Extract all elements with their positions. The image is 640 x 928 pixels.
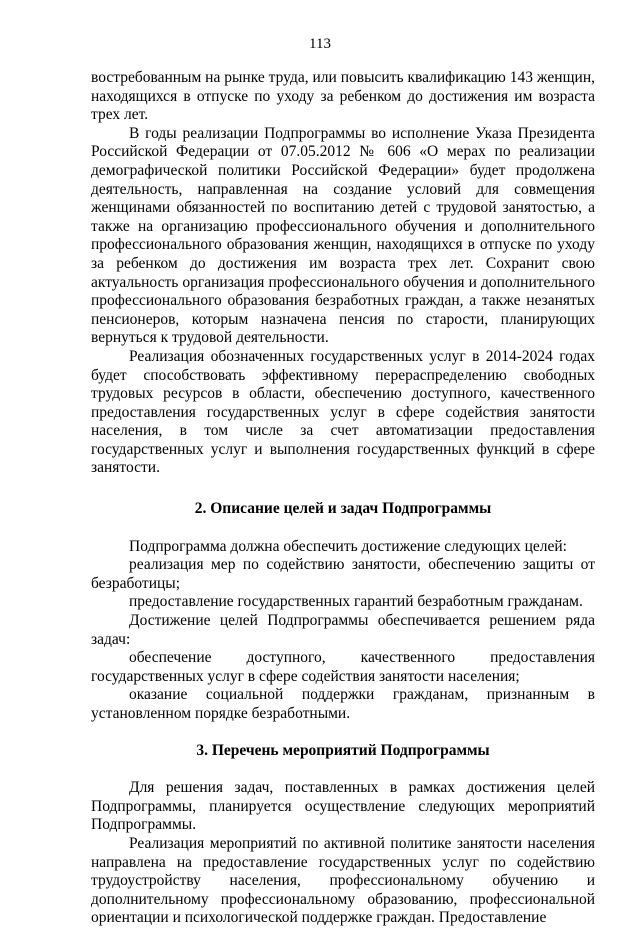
spacer (91, 760, 595, 779)
section-heading-measures: 3. Перечень мероприятий Подпрограммы (196, 741, 490, 759)
paragraph-measures-employment: Реализация мероприятий по активной политике занятости населения направлена на предоставление государственных услуг по содействию трудоустройству населения, профессиональному обучению и дополнительному профессиональному образованию, профессиональной ориентации и психологической поддержке граждан. Предоставление (91, 834, 595, 927)
paragraph-goals-intro: Подпрограмма должна обеспечить достижение следующих целей: (129, 537, 567, 555)
section-heading-goals: 2. Описание целей и задач Подпрограммы (194, 500, 492, 518)
spacer (91, 478, 595, 500)
list-item-goal: реализация мер по содействию занятости, обеспечению защиты от безработицы; (91, 556, 595, 592)
paragraph-tasks-intro: Достижение целей Подпрограммы обеспечивается решением ряда задач: (91, 612, 595, 648)
spacer (91, 519, 595, 538)
paragraph-continuation: востребованным на рынке труда, или повысить квалификацию 143 женщин, находящихся в отпуске по уходу за ребенком до достижения им возраста трех лет. (91, 69, 595, 124)
document-body (91, 69, 595, 928)
list-item-task: обеспечение доступного, качественного предоставления государственных услуг в сфере содействия занятости населения; (91, 649, 595, 685)
paragraph-services: Реализация обозначенных государственных услуг в 2014-2024 годах будет способствовать эффективному перераспределению свободных трудовых ресурсов в области, обеспечению доступного, качественного предоставления государственных услуг в сфере содействия занятости населения, в том числе за счет автоматизации предоставления государственных услуг и выполнения государственных функций в сфере занятости. (91, 347, 595, 477)
paragraph-measures-intro: Для решения задач, поставленных в рамках достижения целей Подпрограммы, планируется осуществление следующих мероприятий Подпрограммы. (91, 779, 595, 834)
paragraph-decree: В годы реализации Подпрограммы во исполнение Указа Президента Российской Федерации от 07.05.2012 № 606 «О мерах по реализации демографической политики Российской Федерации» будет продолжена деятельность, направленная на создание условий для совмещения женщинами обязанностей по воспитанию детей с трудовой занятостью, а также на организацию профессионального обучения и дополнительного профессионального образования женщин, находящихся в отпуске по уходу за ребенком до достижения им возраста трех лет. Сохранит свою актуальность организация профессионального обучения и дополнительного профессионального образования безработных граждан, а также незанятых пенсионеров, которым назначена пенсия по старости, планирующих вернуться к трудовой деятельности. (91, 124, 595, 347)
page-number: 113 (309, 36, 331, 52)
spacer (91, 724, 595, 742)
list-item-task: оказание социальной поддержки гражданам, признанным в установленном порядке безработными. (91, 686, 595, 722)
list-item-goal: предоставление государственных гарантий безработным гражданам. (129, 593, 583, 611)
